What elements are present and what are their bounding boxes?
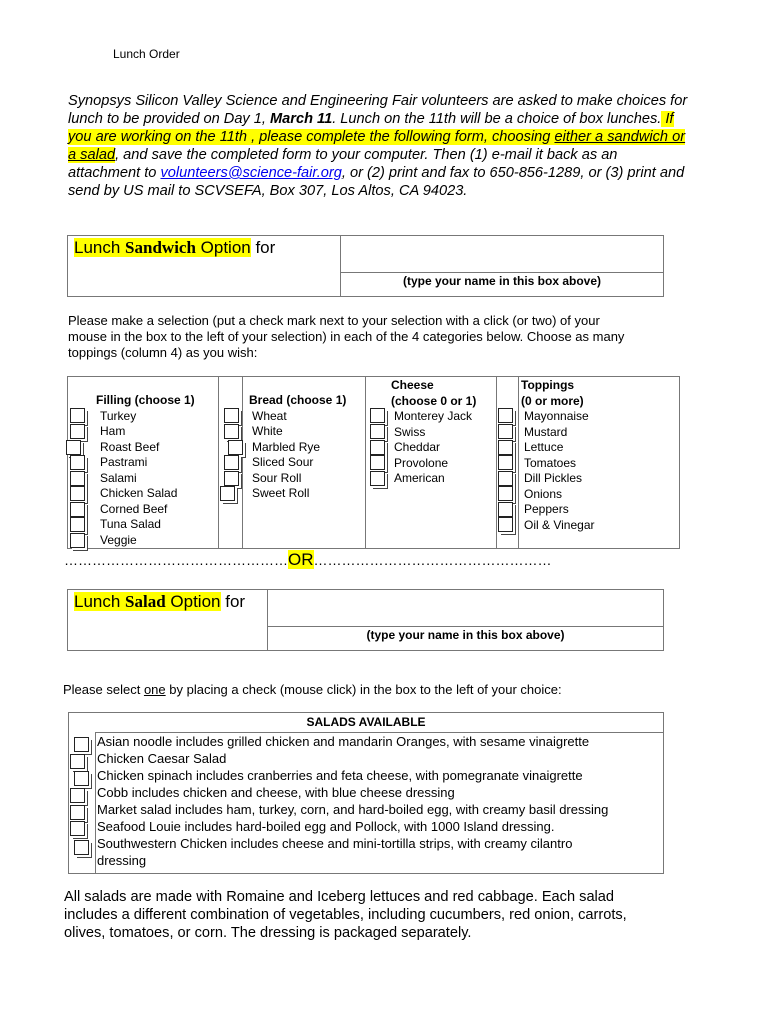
filling-checkbox[interactable] bbox=[70, 517, 85, 532]
intro-paragraph bbox=[68, 92, 688, 200]
cheese-header: Cheese bbox=[391, 378, 434, 392]
toppings-checkbox[interactable] bbox=[498, 408, 513, 423]
filling-item: Veggie bbox=[100, 532, 137, 547]
salads-footer-note: All salads are made with Romaine and Iceberg lettuces and red cabbage. Each salad includes a different combination of vegetables, including cucumbers, red onion, carrots, olives, tomatoes, or corn. The dressing is packaged separately. bbox=[64, 889, 627, 941]
filling-checkbox[interactable] bbox=[70, 471, 85, 486]
filling-checkbox[interactable] bbox=[70, 455, 85, 470]
bread-checkbox[interactable] bbox=[224, 471, 239, 486]
filling-header: Filling (choose 1) bbox=[96, 393, 195, 407]
bread-checkbox[interactable] bbox=[224, 408, 239, 423]
sandwich-title-cell bbox=[68, 236, 341, 296]
intro-text-3: , and save the completed form to your computer. Then (1) e-mail it back as an attachment to bbox=[68, 147, 618, 181]
filling-checkbox[interactable] bbox=[70, 424, 85, 439]
or-separator bbox=[64, 550, 552, 570]
filling-item: Turkey bbox=[100, 408, 137, 423]
filling-item: Roast Beef bbox=[100, 439, 160, 454]
cheese-checkbox[interactable] bbox=[370, 440, 385, 455]
salad-checkbox[interactable] bbox=[70, 788, 85, 803]
cheese-item: Monterey Jack bbox=[394, 409, 473, 423]
salad-instructions: Please select one by placing a check (mouse click) in the box to the left of your choice: bbox=[63, 682, 562, 697]
salad-name-box bbox=[67, 589, 664, 651]
salad-checkbox[interactable] bbox=[70, 754, 85, 769]
bread-item: Marbled Rye bbox=[252, 439, 321, 454]
toppings-subheader: (0 or more) bbox=[521, 393, 584, 408]
sandwich-name-input[interactable] bbox=[341, 236, 663, 273]
sandwich-title: Lunch Sandwich Option for bbox=[74, 238, 276, 257]
filling-checkbox[interactable] bbox=[70, 502, 85, 517]
toppings-checkbox[interactable] bbox=[498, 440, 513, 455]
intro-date: March 11 bbox=[270, 111, 333, 127]
document-header: Lunch Order bbox=[113, 47, 180, 61]
or-label: OR bbox=[288, 550, 314, 569]
separator-dots-right: …………………………………………… bbox=[313, 552, 552, 568]
cheese-item: Swiss bbox=[394, 424, 426, 439]
toppings-checkbox[interactable] bbox=[498, 502, 513, 517]
intro-text-1: Synopsys Silicon Valley Science and Engineering Fair volunteers are asked to make choices for lunch to be provided on Day 1, bbox=[68, 93, 688, 127]
salads-table bbox=[68, 712, 664, 874]
toppings-checkbox[interactable] bbox=[498, 486, 513, 501]
filling-item: Chicken Salad bbox=[100, 486, 178, 500]
intro-text-4: , or (2) print and fax to 650-856-1289, or (3) print and send by US mail to SCVSEFA, Box 307, Los Altos, CA 94023. bbox=[68, 165, 685, 199]
salad-option: Chicken spinach includes cranberries and feta cheese, with pomegranate vinaigrette bbox=[97, 768, 583, 783]
filling-checkbox[interactable] bbox=[66, 440, 81, 455]
salad-checkbox[interactable] bbox=[74, 771, 89, 786]
salad-option: Cobb includes chicken and cheese, with blue cheese dressing bbox=[97, 785, 455, 800]
bread-checkbox[interactable] bbox=[228, 440, 243, 455]
salad-checkbox[interactable] bbox=[70, 821, 85, 836]
salad-name-caption: (type your name in this box above) bbox=[366, 628, 565, 642]
toppings-item: Mustard bbox=[524, 424, 568, 439]
toppings-checkbox[interactable] bbox=[498, 471, 513, 486]
toppings-header: Toppings bbox=[521, 378, 575, 392]
sandwich-name-box bbox=[67, 235, 664, 297]
bread-item: Wheat bbox=[252, 408, 287, 423]
bread-checkbox[interactable] bbox=[220, 486, 235, 501]
filling-checkbox[interactable] bbox=[70, 533, 85, 548]
cheese-checkbox[interactable] bbox=[370, 455, 385, 470]
salad-option: Market salad includes ham, turkey, corn, and hard-boiled egg, with creamy basil dressing bbox=[97, 802, 609, 817]
toppings-checkbox[interactable] bbox=[498, 424, 513, 439]
toppings-item: Lettuce bbox=[524, 440, 564, 454]
separator-dots-left: ………………………………………… bbox=[64, 552, 288, 568]
cheese-item: Cheddar bbox=[394, 440, 441, 454]
intro-highlight-1: If you are working on the 11th , please complete the following form, choosing bbox=[68, 111, 674, 145]
toppings-item: Dill Pickles bbox=[524, 471, 583, 485]
salad-title: Lunch Salad Option for bbox=[74, 592, 246, 611]
salad-title-cell bbox=[68, 590, 268, 650]
filling-item: Tuna Salad bbox=[100, 517, 161, 531]
toppings-item: Peppers bbox=[524, 502, 569, 516]
toppings-item: Mayonnaise bbox=[524, 409, 589, 423]
bread-header: Bread (choose 1) bbox=[249, 393, 347, 407]
cheese-checkbox[interactable] bbox=[370, 408, 385, 423]
cheese-column bbox=[391, 378, 476, 487]
salad-option: Asian noodle includes grilled chicken and mandarin Oranges, with sesame vinaigrette bbox=[97, 734, 590, 749]
salad-option: Southwestern Chicken includes cheese and mini-tortilla strips, with creamy cilantro dressing bbox=[97, 836, 573, 868]
bread-item: Sliced Sour bbox=[252, 455, 314, 469]
bread-checkbox[interactable] bbox=[224, 455, 239, 470]
salads-list bbox=[95, 732, 663, 873]
cheese-item: American bbox=[394, 471, 445, 485]
toppings-item: Tomatoes bbox=[524, 455, 577, 470]
salad-name-input[interactable] bbox=[268, 590, 663, 627]
cheese-subheader: (choose 0 or 1) bbox=[391, 393, 477, 408]
filling-item: Corned Beef bbox=[100, 501, 168, 516]
toppings-checkbox[interactable] bbox=[498, 517, 513, 532]
salad-checkbox[interactable] bbox=[74, 737, 89, 752]
salad-checkbox[interactable] bbox=[70, 805, 85, 820]
bread-checkbox[interactable] bbox=[224, 424, 239, 439]
sandwich-instructions: Please make a selection (put a check mark next to your selection with a click (or two) of your mouse in the box to the left of your selection) in each of the 4 categories below. Choose as many toppings (column 4) as you wish: bbox=[68, 313, 625, 360]
cheese-item: Provolone bbox=[394, 455, 449, 470]
filling-item: Ham bbox=[100, 424, 126, 438]
filling-item: Salami bbox=[100, 470, 137, 485]
cheese-checkbox[interactable] bbox=[370, 471, 385, 486]
intro-highlight-2: either a sandwich or a salad bbox=[68, 129, 686, 163]
salad-checkbox[interactable] bbox=[74, 840, 89, 855]
bread-column bbox=[249, 393, 346, 502]
email-link[interactable]: volunteers@science-fair.org bbox=[160, 165, 342, 181]
intro-text-2: . Lunch on the 11th will be a choice of box lunches. bbox=[332, 111, 662, 127]
cheese-checkbox[interactable] bbox=[370, 424, 385, 439]
filling-checkbox[interactable] bbox=[70, 486, 85, 501]
toppings-column bbox=[521, 378, 594, 533]
filling-column bbox=[96, 393, 195, 548]
bread-item: White bbox=[252, 424, 283, 438]
toppings-item: Onions bbox=[524, 486, 563, 501]
filling-checkbox[interactable] bbox=[70, 408, 85, 423]
filling-item: Pastrami bbox=[100, 455, 148, 469]
salad-option: Seafood Louie includes hard-boiled egg and Pollock, with 1000 Island dressing. bbox=[97, 819, 555, 834]
bread-item: Sour Roll bbox=[252, 470, 302, 485]
salads-header: SALADS AVAILABLE bbox=[306, 715, 426, 729]
toppings-item: Oil & Vinegar bbox=[524, 517, 595, 532]
sandwich-name-caption: (type your name in this box above) bbox=[402, 274, 602, 288]
salad-option: Chicken Caesar Salad bbox=[97, 751, 227, 766]
toppings-checkbox[interactable] bbox=[498, 455, 513, 470]
bread-item: Sweet Roll bbox=[252, 486, 310, 500]
